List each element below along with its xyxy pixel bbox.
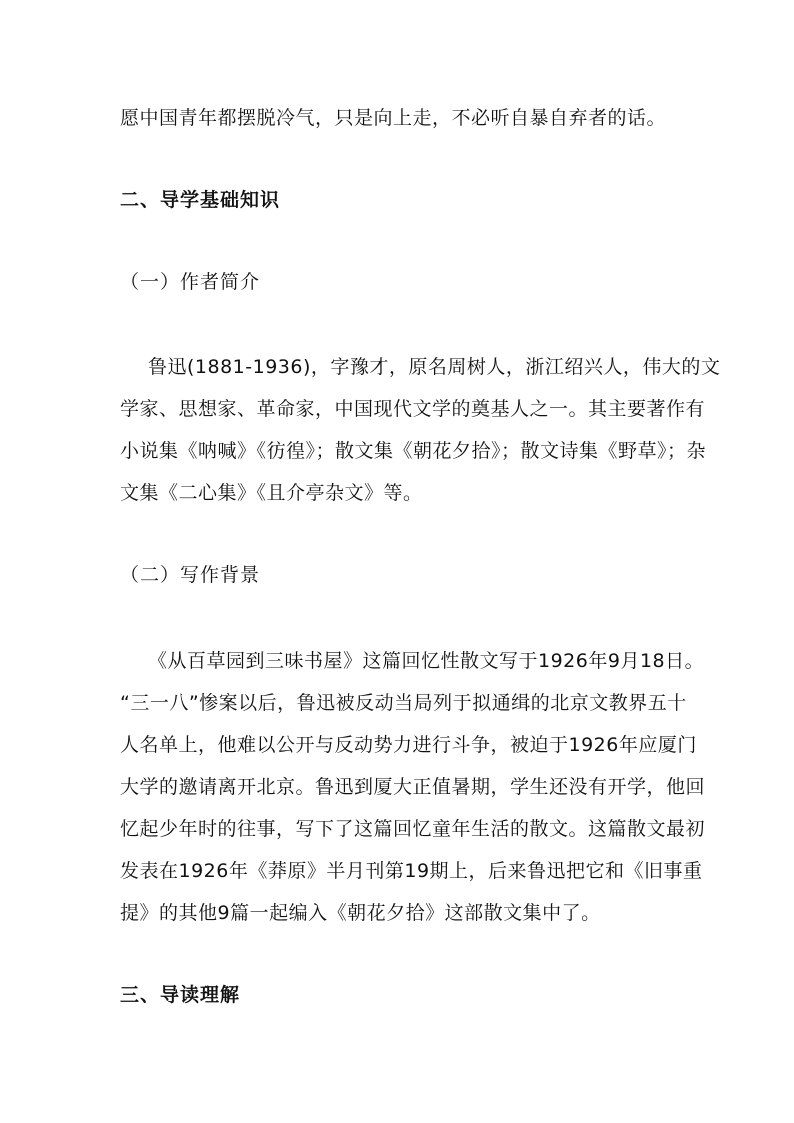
background-line-2: “三一八”惨案以后，鲁迅被反动当局列于拟通缉的北京文教界五十	[120, 692, 687, 714]
section-3-heading: 三、导读理解	[120, 984, 241, 1006]
author-line-2: 学家、思想家、革命家，中国现代文学的奠基人之一。其主要著作有	[120, 398, 706, 420]
background-line-7: 提》的其他9篇一起编入《朝花夕拾》这部散文集中了。	[120, 902, 601, 924]
background-line-4: 大学的邀请离开北京。鲁迅到厦大正值暑期，学生还没有开学，他回	[120, 776, 706, 798]
author-line-1: 鲁迅(1881-1936)，字豫才，原名周树人，浙江绍兴人，伟大的文	[148, 356, 721, 378]
background-line-1: 《从百草园到三味书屋》这篇回忆性散文写于1926年9月18日。	[148, 650, 705, 672]
author-line-3: 小说集《呐喊》《彷徨》；散文集《朝花夕拾》；散文诗集《野草》；杂	[120, 440, 707, 462]
background-line-6: 发表在1926年《莽原》半月刊第19期上，后来鲁迅把它和《旧事重	[120, 860, 703, 882]
opening-line: 愿中国青年都摆脱冷气，只是向上走，不必听自暴自弃者的话。	[120, 107, 667, 129]
background-line-3: 人名单上，他难以公开与反动势力进行斗争，被迫于1926年应厦门	[120, 734, 697, 756]
background-line-5: 忆起少年时的往事，写下了这篇回忆童年生活的散文。这篇散文最初	[120, 818, 706, 840]
subsection-background-heading: （二）写作背景	[120, 564, 261, 586]
author-line-4: 文集《二心集》《且介亭杂文》等。	[120, 482, 423, 504]
section-2-heading: 二、导学基础知识	[120, 189, 281, 211]
subsection-author-heading: （一）作者简介	[120, 271, 261, 293]
